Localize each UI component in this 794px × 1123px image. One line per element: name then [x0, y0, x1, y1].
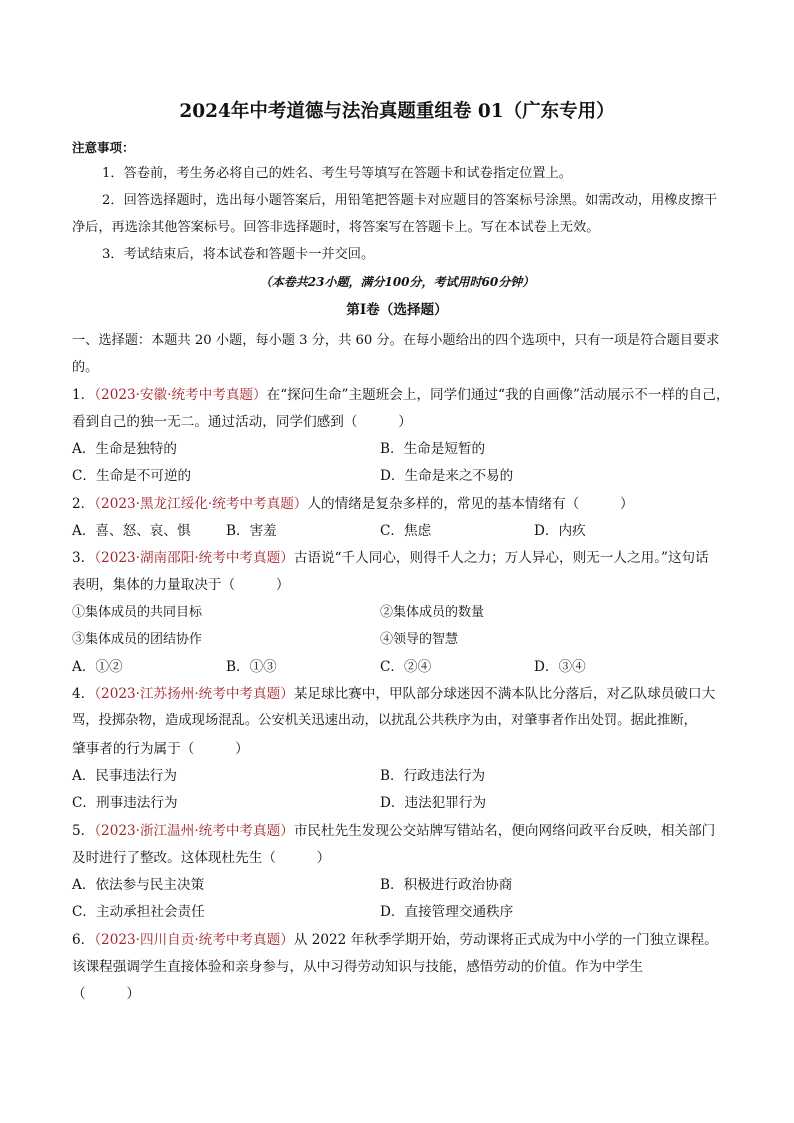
option-a: A．依法参与民主决策 [72, 877, 205, 893]
question-source: （2023·江苏扬州·统考中考真题） [94, 686, 294, 702]
question-number: 2． [72, 496, 95, 512]
question-stem: 人的情绪是复杂多样的，常见的基本情绪有（ ） [307, 496, 634, 512]
question-stem: 表明，集体的力量取决于（ ） [72, 577, 290, 593]
option-c: C．刑事违法行为 [72, 795, 178, 811]
question-stem: 古语说“千人同心，则得千人之力；万人异心，则无一人之用。”这句话 [293, 550, 709, 566]
notice-item-1: 1．答卷前，考生务必将自己的姓名、考生号等填写在答题卡和试卷指定位置上。 [102, 166, 572, 181]
statement-4: ④领导的智慧 [380, 632, 459, 647]
option-a: A．民事违法行为 [72, 768, 177, 784]
question-2-line-1 [72, 494, 634, 514]
option-c: C．生命是不可逆的 [72, 468, 192, 484]
question-stem: 肇事者的行为属于（ ） [72, 741, 249, 757]
question-source: （2023·浙江温州·统考中考真题） [94, 823, 294, 839]
question-source: （2023·四川自贡·统考中考真题） [94, 932, 294, 948]
question-stem: 看到自己的独一无二。通过活动，同学们感到（ ） [72, 414, 412, 430]
option-b: B．生命是短暂的 [380, 441, 486, 457]
question-stem: 某足球比赛中，甲队部分球迷因不满本队比分落后，对乙队球员破口大 [293, 686, 716, 702]
option-b: B．积极进行政治协商 [380, 877, 513, 893]
option-d: D．直接管理交通秩序 [380, 904, 514, 920]
option-a: A．喜、怒、哀、惧 [72, 523, 191, 539]
question-stem: 在“探问生命”主题班会上，同学们通过“我的自画像”活动展示不一样的自己， [266, 387, 730, 403]
question-4-line-1 [72, 684, 715, 704]
statement-2: ②集体成员的数量 [380, 605, 485, 620]
notice-item-2: 2．回答选择题时，选出每小题答案后，用铅笔把答题卡对应题目的答案标号涂黑。如需改动，用橡皮擦干净后，再选涂其他答案标号。回答非选择题时，将答案写在答题卡上。写在本试卷上无效。 [72, 193, 718, 235]
statement-3: ③集体成员的团结协作 [72, 632, 203, 647]
question-number: 5． [72, 823, 95, 839]
question-number: 4． [72, 686, 95, 702]
option-d: D．违法犯罪行为 [380, 795, 487, 811]
option-c: C．焦虑 [380, 523, 432, 539]
question-source: （2023·安徽·统考中考真题） [94, 387, 267, 403]
question-6-line-1 [72, 930, 718, 950]
question-5-line-1 [72, 821, 715, 841]
notice-heading: 注意事项： [72, 140, 135, 155]
question-stem: 从 2022 年秋季学期开始，劳动课将正式成为中小学的一门独立课程。 [293, 932, 718, 948]
question-source: （2023·湖南邵阳·统考中考真题） [94, 550, 294, 566]
page-title: 2024年中考道德与法治真题重组卷 01（广东专用） [179, 101, 615, 122]
option-b: B．①③ [226, 659, 277, 675]
question-stem: 该课程强调学生直接体验和亲身参与，从中习得劳动知识与技能，感悟劳动的价值。作为中学生 [72, 959, 643, 975]
question-number: 3． [72, 550, 95, 566]
option-b: B．行政违法行为 [380, 768, 486, 784]
question-source: （2023·黑龙江绥化·统考中考真题） [94, 496, 308, 512]
question-number: 6． [72, 932, 95, 948]
option-a: A．生命是独特的 [72, 441, 177, 457]
statement-1: ①集体成员的共同目标 [72, 605, 203, 620]
option-c: C．②④ [380, 659, 432, 675]
section-title: 第Ⅰ卷（选择题） [346, 302, 448, 318]
question-1-line-1 [72, 385, 729, 405]
option-a: A．①② [72, 659, 123, 675]
question-number: 1． [72, 387, 95, 403]
option-d: D．③④ [534, 659, 586, 675]
question-3-line-1 [72, 548, 709, 568]
question-stem: 骂，投掷杂物，造成现场混乱。公安机关迅速出动，以扰乱公共秩序为由，对肇事者作出处罚。据此推断， [72, 713, 697, 728]
option-c: C．主动承担社会责任 [72, 904, 205, 920]
question-stem: 市民杜先生发现公交站牌写错站名，便向网络问政平台反映，相关部门 [293, 823, 716, 839]
question-stem: 及时进行了整改。这体现杜先生（ ） [72, 850, 331, 866]
option-d: D．内疚 [534, 523, 586, 539]
question-stem: （ ） [72, 986, 140, 1002]
notice-item-3: 3．考试结束后，将本试卷和答题卡一并交回。 [102, 247, 375, 262]
option-d: D．生命是来之不易的 [380, 468, 514, 484]
option-b: B．害羞 [226, 523, 277, 539]
exam-info: （本卷共23小题，满分100分，考试用时60分钟） [259, 275, 535, 289]
section-intro: 一、选择题：本题共 20 小题，每小题 3 分，共 60 分。在每小题给出的四个选项中，只有一项是符合题目要求的。 [72, 333, 720, 375]
